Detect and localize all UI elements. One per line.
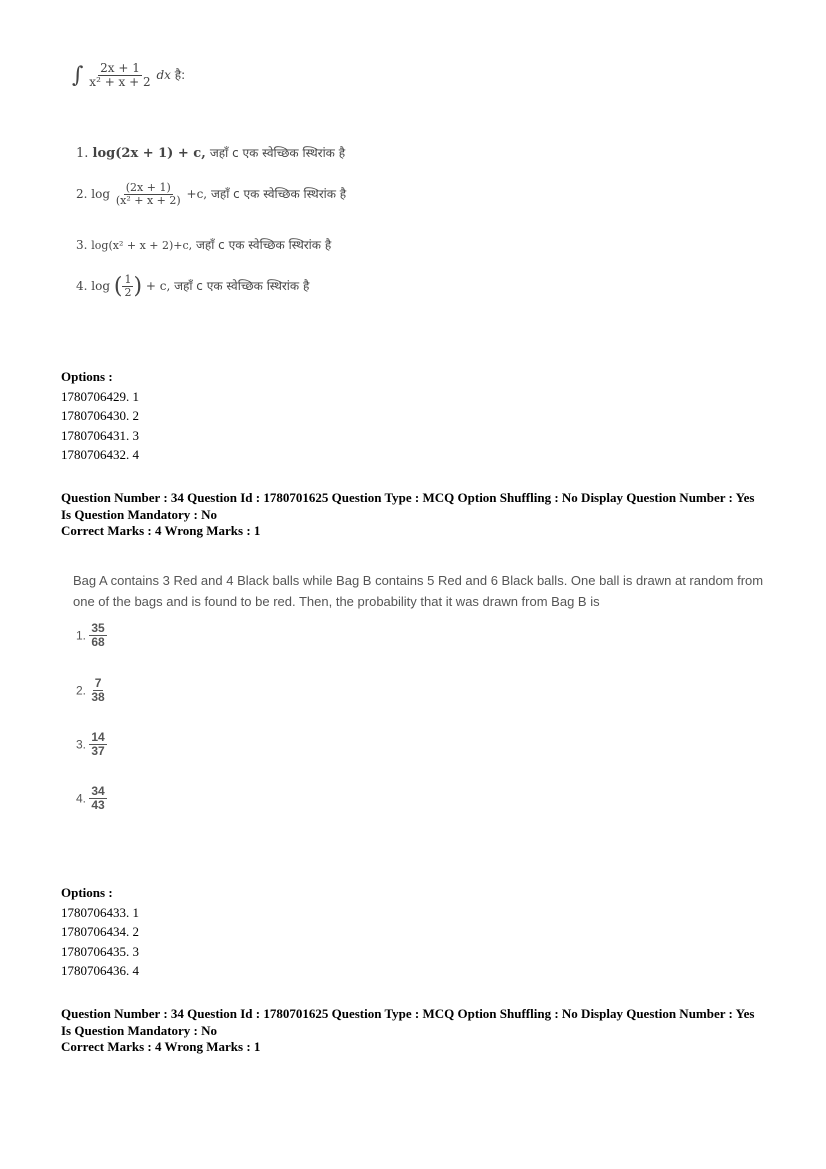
meta-line-marks: Correct Marks : 4 Wrong Marks : 1: [61, 523, 261, 538]
choice-number: 3.: [76, 238, 88, 252]
choice-text: जहाँ c एक स्वेच्छिक स्थिरांक है: [209, 146, 346, 160]
q2-stem-line-1: Bag A contains 3 Red and 4 Black balls while Bag B contains 5 Red and 6 Black balls. One ball is drawn at random from: [73, 573, 764, 588]
q2-choice-2: [76, 677, 107, 704]
fraction-denominator: 37: [91, 744, 105, 759]
fraction-numerator: 14: [91, 730, 105, 744]
options-label: Options :: [61, 369, 113, 384]
choice-number: 2.: [76, 187, 88, 202]
meta-line-marks: Correct Marks : 4 Wrong Marks : 1: [61, 1039, 261, 1054]
option-id-4: 1780706432. 4: [61, 447, 139, 462]
q1-stem-dx: dx: [156, 68, 171, 83]
choice-number: 1.: [76, 628, 87, 643]
q2-stem: [73, 570, 793, 612]
q2-options-block: [61, 883, 139, 981]
fraction-denominator: 43: [91, 798, 105, 813]
choice-fraction: [89, 622, 106, 649]
fraction-numerator: (2x + 1): [125, 181, 171, 194]
integral-sign: ∫: [72, 63, 84, 89]
choice-math-tail: + c,: [145, 279, 171, 294]
meta-line-question: Question Number : 34 Question Id : 1780701625 Question Type : MCQ Option Shuffling : No Display Question Number : Yes: [61, 1006, 755, 1021]
option-id-3: 1780706435. 3: [61, 943, 139, 959]
options-label: Options :: [61, 885, 113, 900]
choice-math-log: log: [91, 187, 111, 202]
option-id-1: 1780706433. 1: [61, 904, 139, 920]
q1-stem-suffix: है:: [174, 68, 186, 83]
q1-stem-denominator: x² + x + 2: [89, 75, 151, 90]
choice-fraction: [114, 182, 183, 207]
open-paren: (: [113, 274, 123, 300]
choice-number: 1.: [76, 146, 89, 161]
choice-number: 3.: [76, 737, 87, 752]
choice-fraction: [89, 785, 106, 812]
fraction-numerator: 1: [124, 273, 132, 286]
choice-math: log(2x + 1) + c,: [92, 146, 206, 161]
choice-text: जहाँ c एक स्वेच्छिक स्थिरांक है: [210, 187, 347, 202]
q1-choice-3: [76, 236, 331, 253]
choice-math-tail: +c,: [186, 187, 208, 202]
q2-stem-line-2: one of the bags and is found to be red. Then, the probability that it was drawn from Bag B is: [73, 594, 600, 609]
choice-fraction: [89, 731, 106, 758]
option-id-2: 1780706430. 2: [61, 408, 139, 423]
q1-stem-numerator: 2x + 1: [100, 61, 140, 75]
option-id-2: 1780706434. 2: [61, 924, 139, 939]
question-meta-1: [61, 490, 781, 540]
fraction-denominator: 38: [91, 690, 105, 705]
fraction-denominator: 68: [91, 635, 105, 650]
q1-choice-1: [76, 144, 345, 161]
q1-stem-fraction: [87, 62, 152, 89]
q2-choice-3: [76, 731, 107, 758]
option-id-4: 1780706436. 4: [61, 963, 139, 978]
q1-choice-2: [76, 182, 346, 207]
choice-fraction: [89, 677, 106, 704]
fraction-denominator: 2: [124, 286, 132, 300]
choice-math-log: log: [91, 279, 111, 294]
choice-number: 4.: [76, 279, 88, 294]
question-meta-2: [61, 1006, 781, 1056]
choice-fraction: [122, 274, 133, 299]
choice-math: log(x² + x + 2)+c,: [91, 239, 193, 252]
choice-text: जहाँ c एक स्वेच्छिक स्थिरांक है: [195, 238, 332, 252]
meta-line-mandatory: Is Question Mandatory : No: [61, 1022, 218, 1038]
choice-number: 2.: [76, 683, 87, 698]
meta-line-question: Question Number : 34 Question Id : 1780701625 Question Type : MCQ Option Shuffling : No Display Question Number : Yes: [61, 490, 755, 505]
q2-choice-1: [76, 622, 107, 649]
option-id-1: 1780706429. 1: [61, 388, 139, 404]
fraction-numerator: 7: [94, 676, 102, 690]
q1-options-block: [61, 367, 139, 465]
q1-stem: [72, 62, 185, 89]
q1-choice-4: [76, 274, 309, 299]
choice-number: 4.: [76, 791, 87, 806]
option-id-3: 1780706431. 3: [61, 427, 139, 443]
fraction-numerator: 35: [91, 621, 105, 635]
fraction-numerator: 34: [91, 784, 105, 798]
meta-line-mandatory: Is Question Mandatory : No: [61, 506, 218, 522]
fraction-denominator: (x² + x + 2): [115, 194, 181, 208]
close-paren: ): [133, 274, 143, 300]
q2-choice-4: [76, 785, 107, 812]
choice-text: जहाँ c एक स्वेच्छिक स्थिरांक है: [174, 279, 310, 294]
